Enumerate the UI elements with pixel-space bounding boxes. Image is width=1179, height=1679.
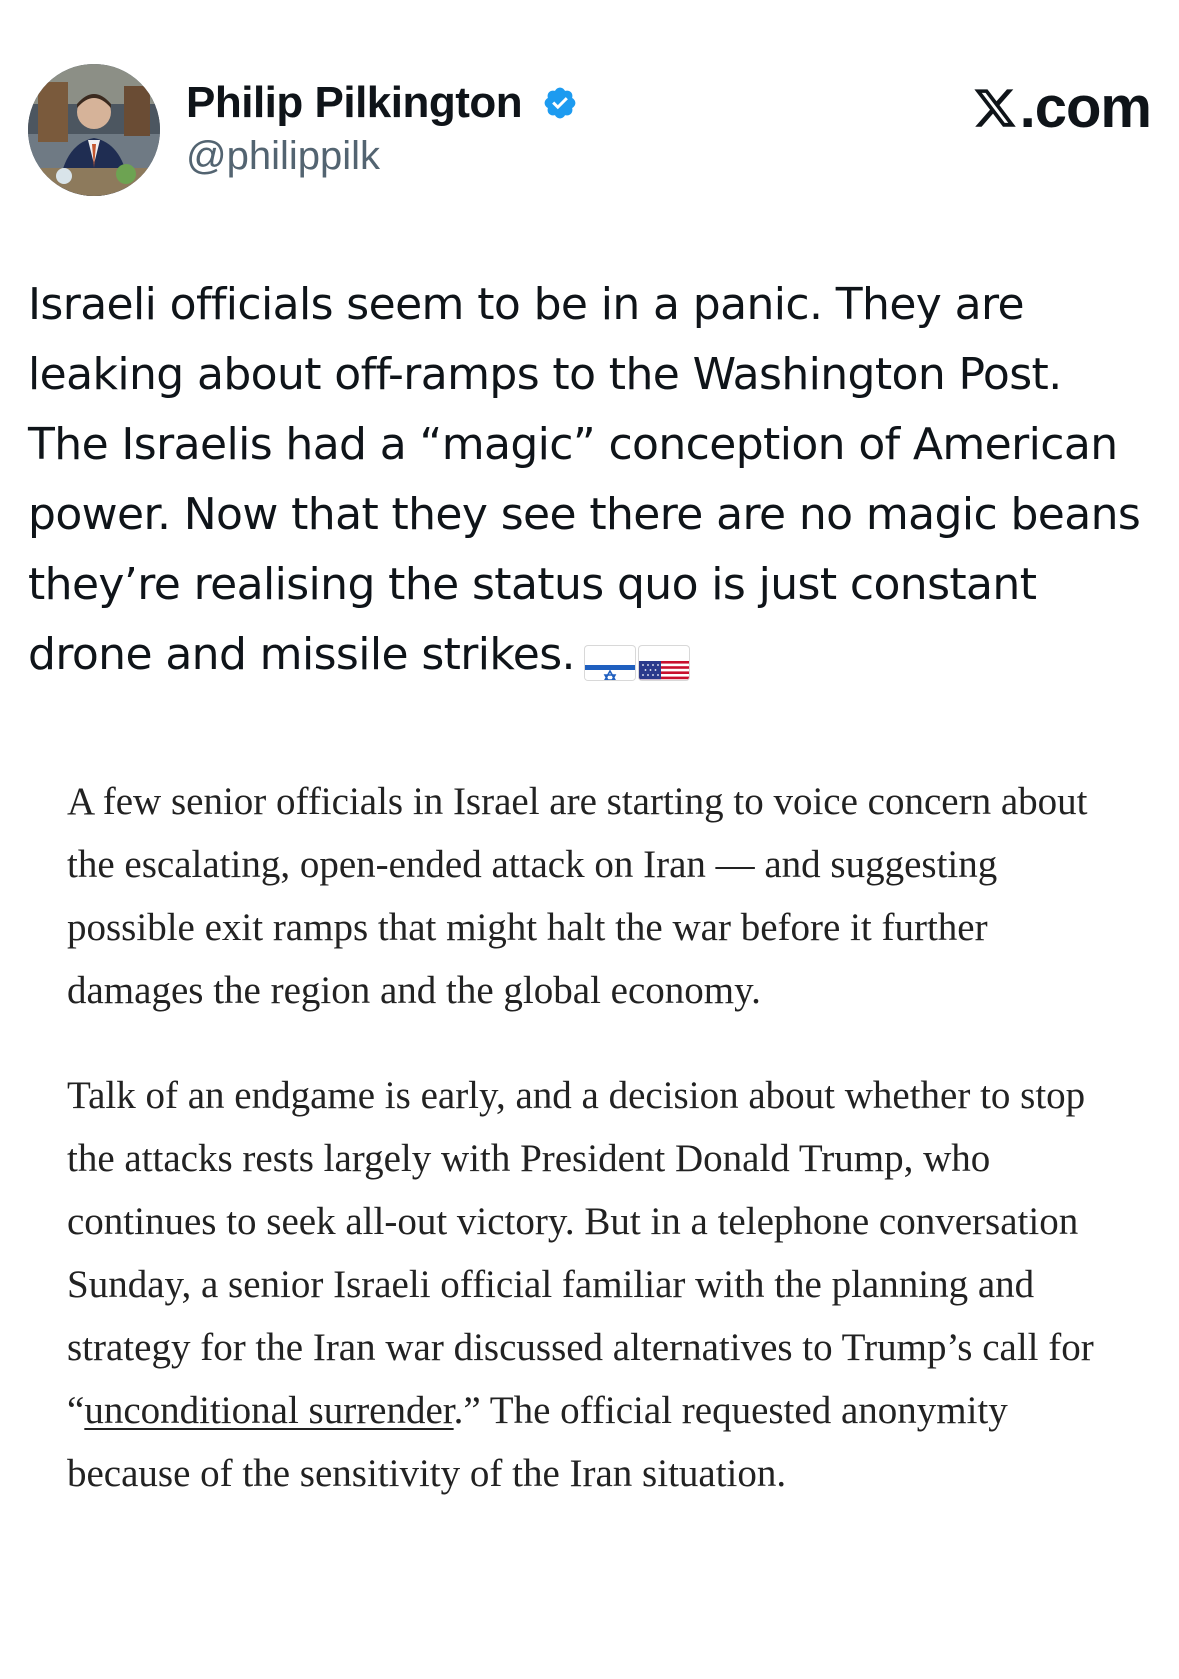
quote-paragraph-1: A few senior officials in Israel are starting to voice concern about the escalating, open-ended attack on Iran — and suggesting possible exit ramps that might halt the war before it further damages the region and the global economy.: [67, 780, 1088, 1012]
avatar[interactable]: [28, 64, 160, 196]
avatar-photo-icon: [28, 64, 160, 196]
x-logo-icon: [972, 85, 1018, 131]
quote-paragraph-2-start: Talk of an endgame is early, and a decision about whether to stop the attacks rests largely with President Donald Trump, who continues to seek all-out victory. But in a telephone conversation Sunday, a senior Israeli official familiar with the planning and strategy for the Iran war discussed alternatives to Trump’s call for “: [67, 1074, 1094, 1432]
post-body: Israeli officials seem to be in a panic. They are leaking about off-ramps to the Washington Post. The Israelis had a “magic” conception of American power. Now that they see there are no magic beans they’re realising the status quo is just constant drone and missile strikes.: [28, 279, 1141, 680]
israel-flag-icon: [585, 646, 635, 680]
unconditional-surrender-link[interactable]: unconditional surrender: [84, 1389, 454, 1432]
quote-paragraph-2: [67, 1064, 1117, 1505]
us-flag-icon: [639, 646, 689, 680]
flag-emojis: [585, 626, 693, 696]
author-handle[interactable]: @philippilk: [186, 134, 381, 178]
author-name[interactable]: Philip Pilkington: [186, 78, 523, 127]
post-text: [28, 270, 1151, 696]
quote-paragraph-2-end: .” The official requested anonymity because of the sensitivity of the Iran situation.: [67, 1389, 1008, 1495]
brand-suffix: .com: [1019, 75, 1151, 140]
verified-badge-icon: [542, 85, 578, 121]
x-com-brand: [972, 74, 1151, 141]
post-header: [28, 60, 1151, 200]
author-name-row[interactable]: [186, 78, 578, 128]
quoted-article-excerpt: [67, 770, 1117, 1547]
